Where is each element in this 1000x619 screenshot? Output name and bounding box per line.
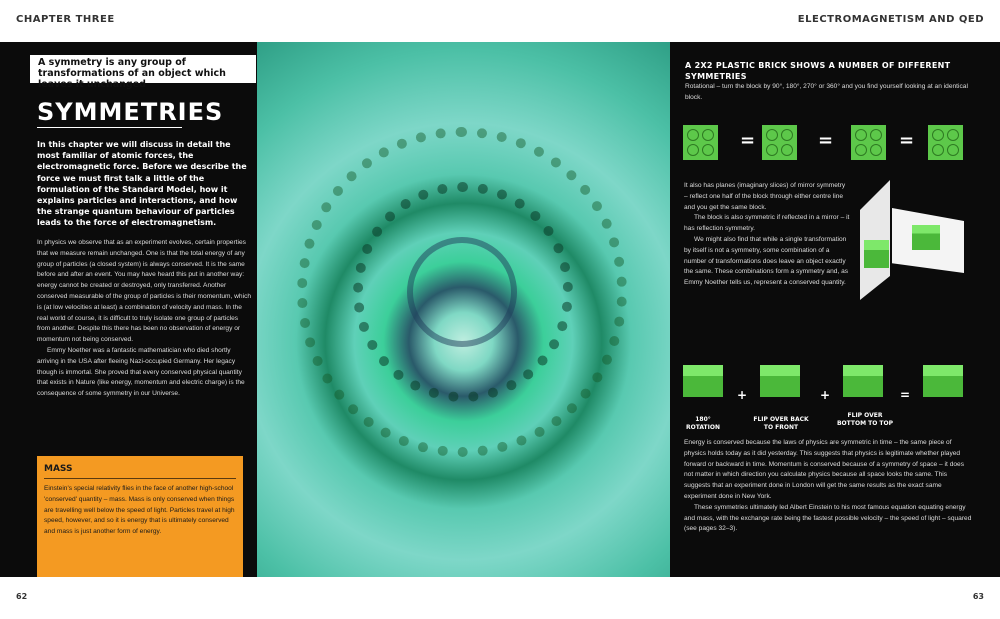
page-number-left: 62 [16, 592, 28, 601]
plus-sign: + [737, 388, 748, 402]
brick-top-view [762, 125, 797, 160]
paragraph: The block is also symmetric if reflected in a mirror – it has reflection symmetry. [684, 214, 850, 233]
paragraph: Energy is conserved because the laws of physics are symmetric in time – the same piece of physics holds today as it did yesterday. This suggests that physics is legitimate whether played forward or backward in time. Momentum is conserved because of a symmetry of space – it does not matter in which direction you calculate physics because all space looks the same. This suggests that an experiment done in London will get the same results as the exact same experiment done in New York. [684, 439, 964, 500]
chapter-label: CHAPTER THREE [16, 14, 115, 25]
paragraph: Emmy Noether was a fantastic mathematician who died shortly arriving in the USA after fleeing Nazi-occupied Germany. Her legacy though is immortal. She proved that every conserved physical quantity that exists in Nature (like energy, momentum and electric charge) is the consequence of some symmetry in our Universe. [37, 346, 245, 398]
label-rotation: 180° ROTATION [686, 416, 720, 431]
page-title: SYMMETRIES [37, 98, 224, 126]
brick-3d [760, 365, 800, 397]
equals-sign: = [740, 130, 756, 151]
sidebar-text: Einstein's special relativity flies in the face of another high-school 'conserved' quantity – mass. Mass is only conserved when things are travelling well below the speed of light. Particles travel at high speed, however, and so it is energy that is ultimately conserved and mass is just another form of energy. [44, 485, 235, 536]
label-flip-bottom-top: FLIP OVER BOTTOM TO TOP [836, 412, 894, 427]
mass-sidebar [37, 456, 243, 577]
equals-sign: = [818, 130, 834, 151]
label-flip-back-front: FLIP OVER BACK TO FRONT [753, 416, 809, 431]
paragraph: These symmetries ultimately led Albert Einstein to his most famous equation equating energy and mass, with the exchange rate being the fastest possible velocity – the speed of light – squared (see pages 32–3). [684, 503, 972, 533]
mirror-text [684, 181, 850, 289]
brick-3d [923, 365, 963, 397]
brick-top-view [683, 125, 718, 160]
brick-3d [843, 365, 883, 397]
symmetry-fractal-image [257, 42, 670, 577]
diagram-heading [685, 60, 975, 104]
chapter-title: ELECTROMAGNETISM AND QED [797, 14, 984, 25]
brick-reflection [912, 225, 940, 250]
paragraph: It also has planes (imaginary slices) of mirror symmetry – reflect one half of the block through either centre line and you get the same block. [684, 182, 846, 211]
intro-paragraph: In this chapter we will discuss in detail the most familiar of atomic forces, the electromagnetic force. Before we describe the force we must first talk a little of the formulation of the Standard Model, how it explains particles and interactions, and how the strange quantum behaviour of particles leads to the force of electromagnetism. [37, 140, 247, 228]
page-number-right: 63 [972, 592, 984, 601]
equals-sign: = [899, 130, 915, 151]
brick-top-view [928, 125, 963, 160]
equals-sign: = [900, 388, 911, 402]
body-text [37, 238, 252, 400]
definition-callout: A symmetry is any group of transformations of an object which leaves it unchanged [30, 55, 256, 83]
paragraph: In physics we observe that as an experiment evolves, certain properties that we measure remain unchanged. One is that the total energy of any group of particles (a closed system) is always conserved. It is the same before and after an event. You may have heard this put in another way: energy cannot be created or destroyed, only transferred. Another conserved measurable of the group of particles is their momentum, which is (at low velocities at least) a combination of velocity and mass. In the real world of course, it is difficult to truly isolate one group of particles from another. Despite this there has been no observation of energy or momentum not being conserved. [37, 239, 252, 344]
brick-3d [864, 240, 889, 268]
brick-top-view [851, 125, 886, 160]
brick-3d [683, 365, 723, 397]
title-rule [37, 127, 182, 128]
paragraph: We might also find that while a single transformation by itself is not a symmetry, some combination of a number of transformations does leave an object exactly the same. These combinations form a symmetry and, as Emmy Noether tells us, represent a conserved quantity. [684, 235, 849, 287]
rotational-caption: Rotational – turn the block by 90°, 180°, 270° or 360° and you find yourself looking at an identical block. [685, 83, 968, 101]
energy-text [684, 438, 974, 535]
heading: A 2X2 PLASTIC BRICK SHOWS A NUMBER OF DIFFERENT SYMMETRIES [685, 61, 951, 81]
plus-sign: + [820, 388, 831, 402]
sidebar-title: MASS [44, 464, 236, 479]
